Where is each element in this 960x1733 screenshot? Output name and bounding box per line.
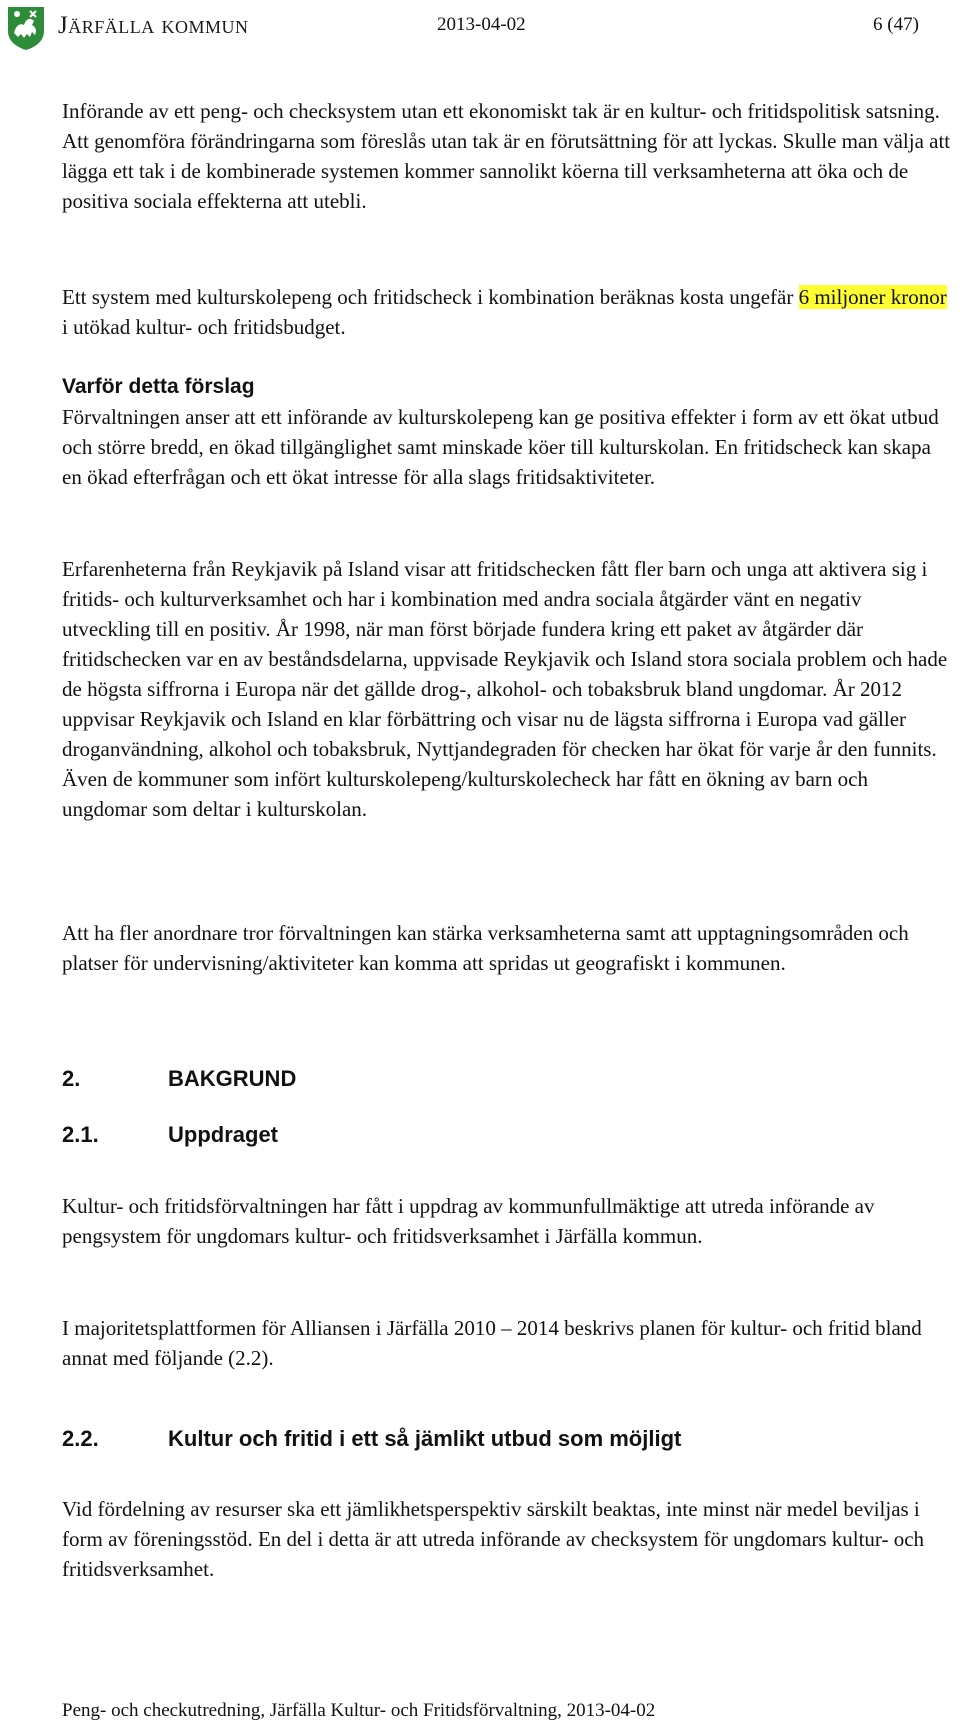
paragraph: Erfarenheterna från Reykjavik på Island visar att fritidschecken fått fler barn och unga att aktivera sig i fritids- och kulturverksamhet och har i kombination med andra sociala åtgärder vänt en negativ utveckling till en positiv. År 1998, när man först började fundera kring ett paket av åtgärder där fritidschecken var en av beståndsdelarna, uppvisade Reykjavik och Island stora sociala problem och hade de högsta siffrorna i Europa när det gällde drog-, alkohol- och tobaksbruk bland ungdomar. År 2012 uppvisar Reykjavik och Island en klar förbättring och visar nu de lägsta siffrorna i Europa vad gäller droganvändning, alkohol och tobaksbruk, Nyttjandegraden för checken har ökat för varje år den funnits. Även de kommuner som infört kulturskolepeng/kulturskolecheck har fått en ökning av barn och ungdomar som deltar i kulturskolan. (62, 557, 948, 821)
municipality-name: Järfälla kommun (58, 12, 249, 39)
page-number: 6 (47) (873, 14, 919, 35)
page-footer: Peng- och checkutredning, Järfälla Kultur- och Fritidsförvaltning, 2013-04-02 (62, 1700, 656, 1721)
subheading-varfor: Varför detta förslag (62, 375, 255, 398)
section-title: BAKGRUND (168, 1066, 297, 1091)
paragraph: Att ha fler anordnare tror förvaltningen kan stärka verksamheterna samt att upptagningsområden och platser för undervisning/aktiviteter kan komma att spridas ut geografiskt i kommunen. (62, 921, 909, 975)
cost-text-after: i utökad kultur- och fritidsbudget. (62, 315, 346, 339)
section-number: 2. (62, 1066, 81, 1091)
section-title: Kultur och fritid i ett så jämlikt utbud som möjligt (168, 1426, 682, 1451)
paragraph: Kultur- och fritidsförvaltningen har fått i uppdrag av kommunfullmäktige att utreda införande av pengsystem för ungdomars kultur- och fritidsverksamhet i Järfälla kommun. (62, 1194, 875, 1248)
page-header (0, 0, 960, 60)
document-date: 2013-04-02 (437, 14, 526, 35)
paragraph: I majoritetsplattformen för Alliansen i Järfälla 2010 – 2014 beskrivs planen för kultur- och fritid bland annat med följande (2.2). (62, 1316, 922, 1370)
paragraph: Vid fördelning av resurser ska ett jämlikhetsperspektiv särskilt beaktas, inte minst när medel beviljas i form av föreningsstöd. En del i detta är att utreda införande av checksystem för ungdomars kultur- och fritidsverksamhet. (62, 1497, 925, 1581)
cost-text-before: Ett system med kulturskolepeng och fritidscheck i kombination beräknas kosta ungefär (62, 285, 799, 309)
section-number: 2.2. (62, 1426, 99, 1451)
section-number: 2.1. (62, 1122, 99, 1147)
paragraph: Införande av ett peng- och checksystem utan ett ekonomiskt tak är en kultur- och fritidspolitisk satsning. Att genomföra förändringarna som föreslås utan tak är en förutsättning för att lyckas. Skulle man välja att lägga ett tak i de kombinerade systemen kommer sannolikt köerna till verksamheterna att öka och de positiva sociala effekterna att utebli. (62, 99, 951, 213)
paragraph-cost (62, 282, 952, 342)
paragraph: Förvaltningen anser att ett införande av kulturskolepeng kan ge positiva effekter i form av ett ökat utbud och större bredd, en ökad tillgänglighet samt minskade köer till kulturskolan. En fritidscheck kan skapa en ökad efterfrågan och ett ökat intresse för alla slags fritidsaktiviteter. (62, 405, 939, 489)
section-title: Uppdraget (168, 1122, 278, 1147)
highlighted-amount: 6 miljoner kronor (798, 285, 947, 309)
municipality-shield-icon (6, 5, 46, 51)
